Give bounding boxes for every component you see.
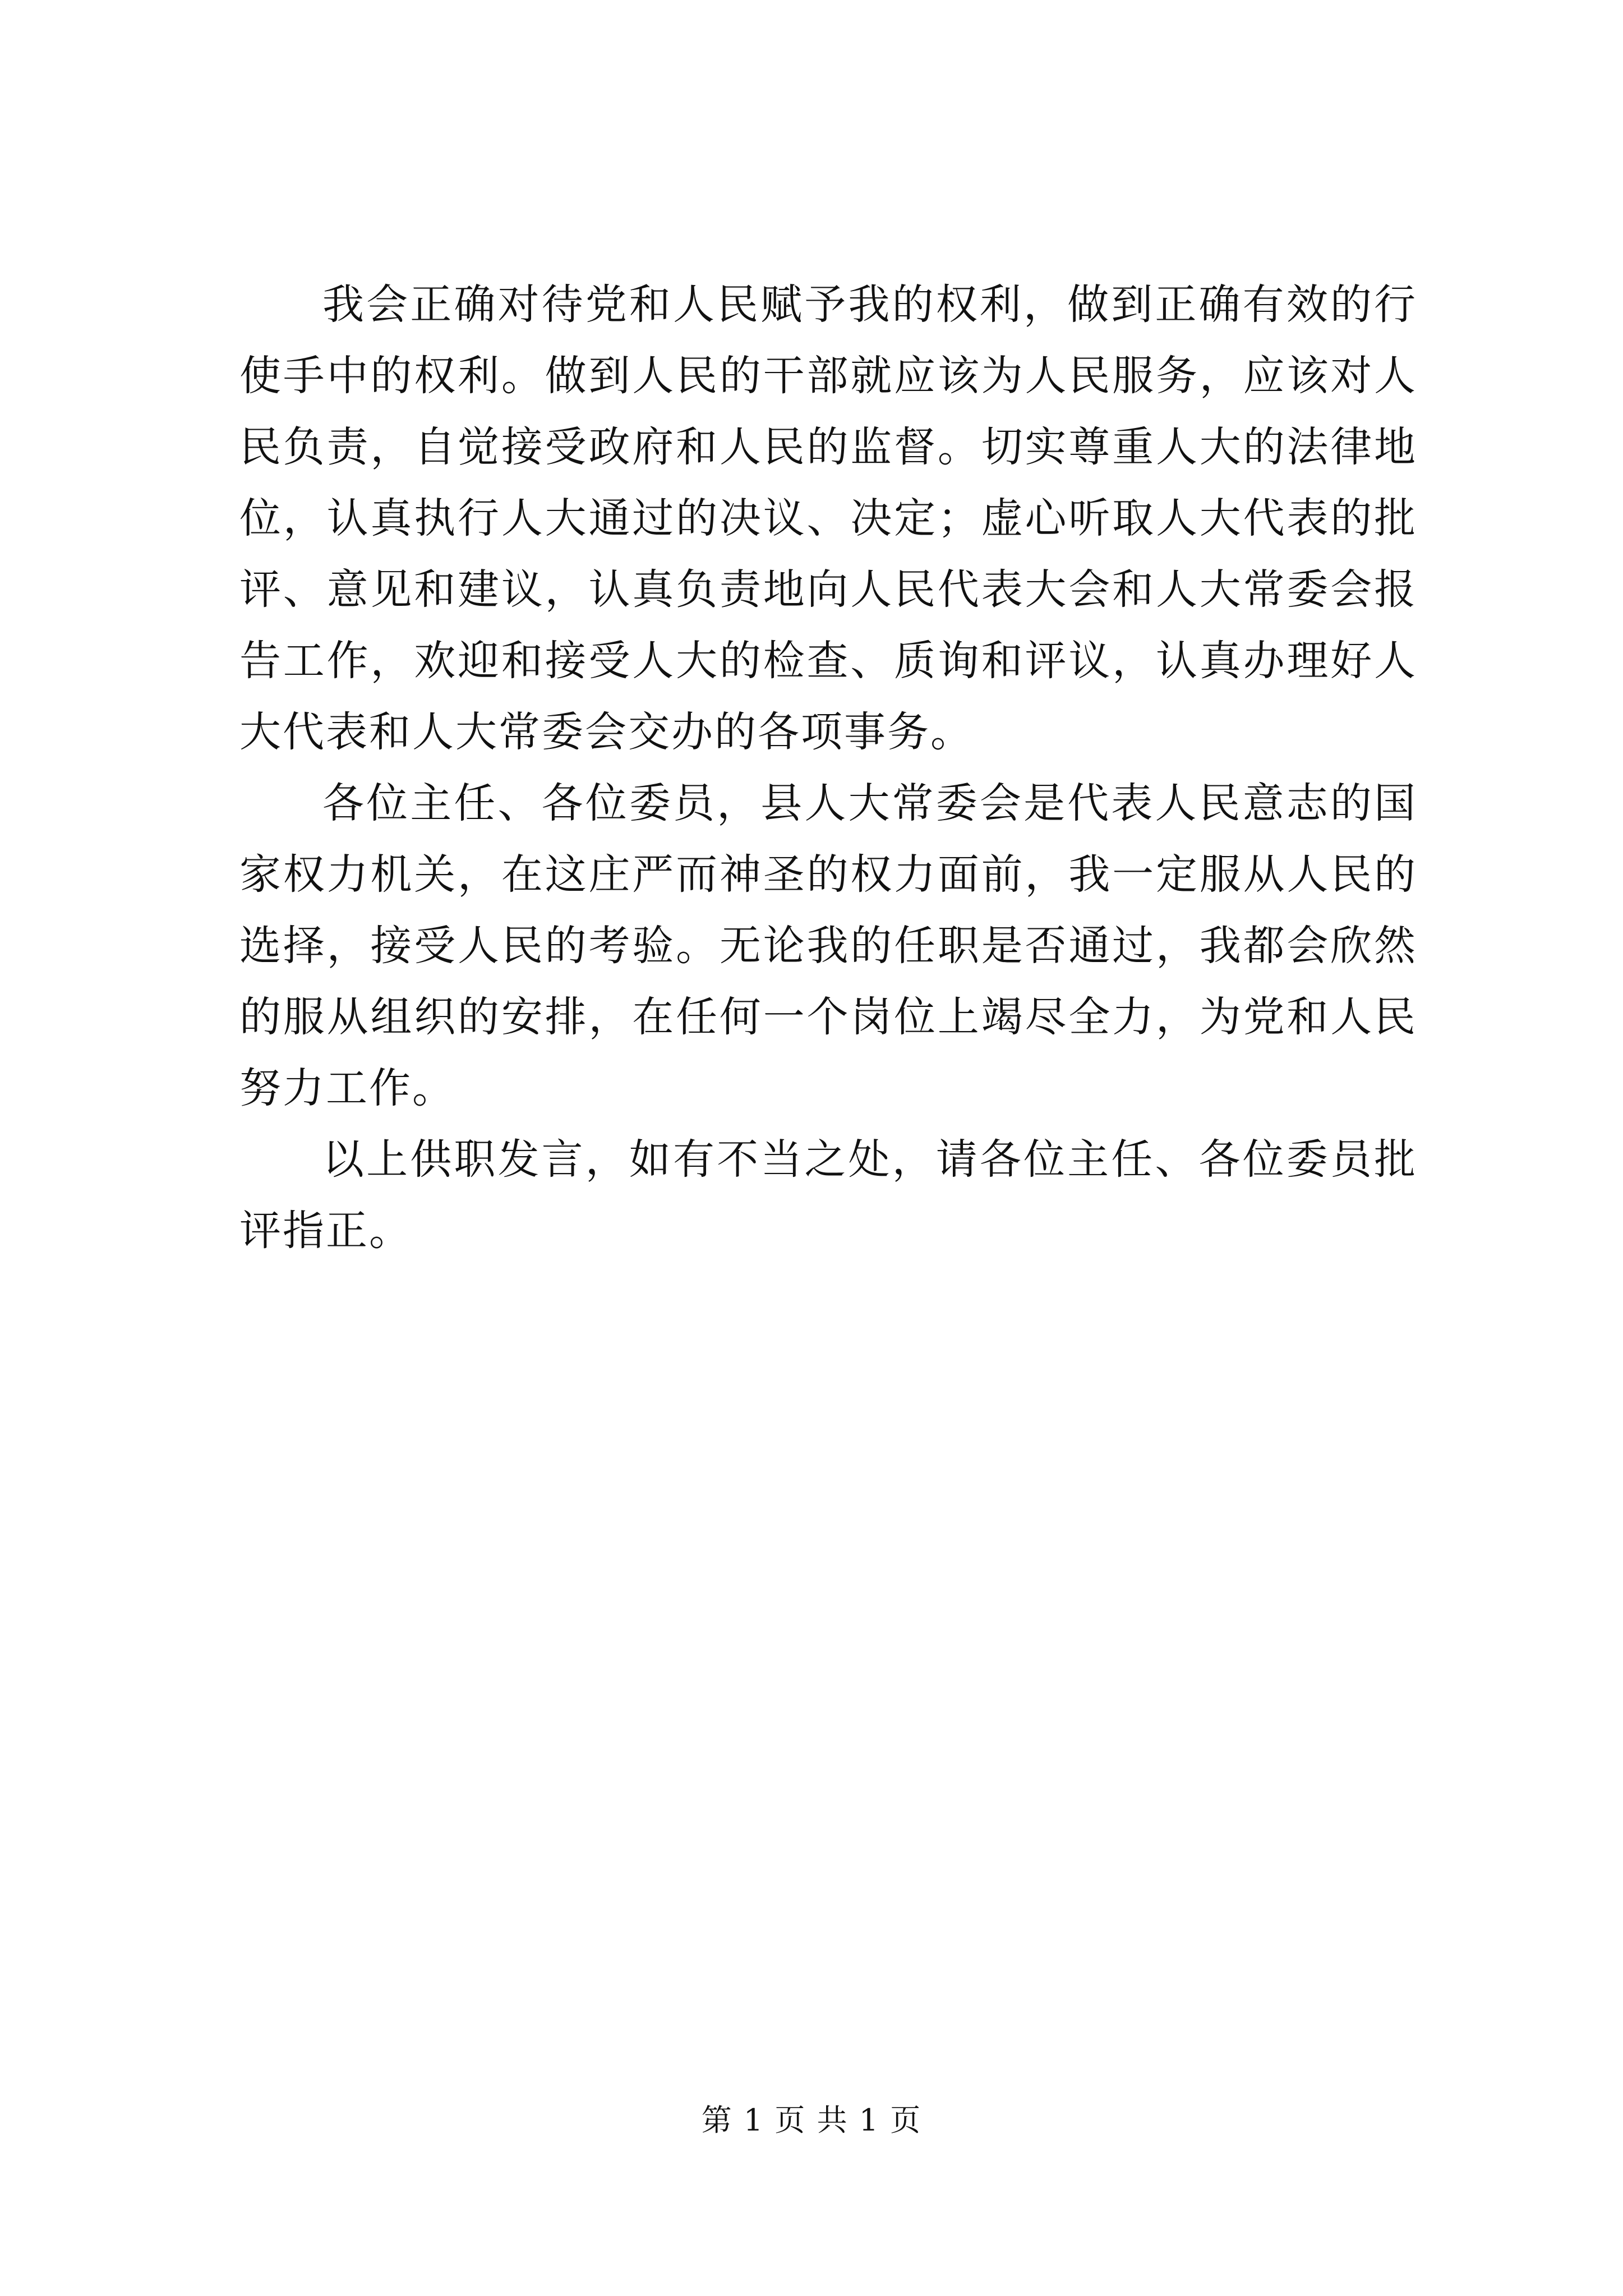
- paragraph-3: 以上供职发言，如有不当之处，请各位主任、各位委员批评指正。: [239, 1135, 1417, 1255]
- page-footer: 第 1 页 共 1 页: [701, 2102, 922, 2138]
- paragraph-1: 我会正确对待党和人民赋予我的权利，做到正确有效的行使手中的权利。做到人民的干部就应该为人民服务，应该对人民负责，自觉接受政府和人民的监督。切实尊重人大的法律地位，认真执行人大通过的决议、决定；虚心听取人大代表的批评、意见和建议，认真负责地向人民代表大会和人大常委会报告工作，欢迎和接受人大的检查、质询和评议，认真办理好人大代表和人大常委会交办的各项事务。: [239, 280, 1417, 756]
- paragraph-2: 各位主任、各位委员，县人大常委会是代表人民意志的国家权力机关，在这庄严而神圣的权力面前，我一定服从人民的选择，接受人民的考验。无论我的任职是否通过，我都会欣然的服从组织的安排，在任何一个岗位上竭尽全力，为党和人民努力工作。: [239, 779, 1417, 1112]
- document-body: [239, 269, 1417, 1267]
